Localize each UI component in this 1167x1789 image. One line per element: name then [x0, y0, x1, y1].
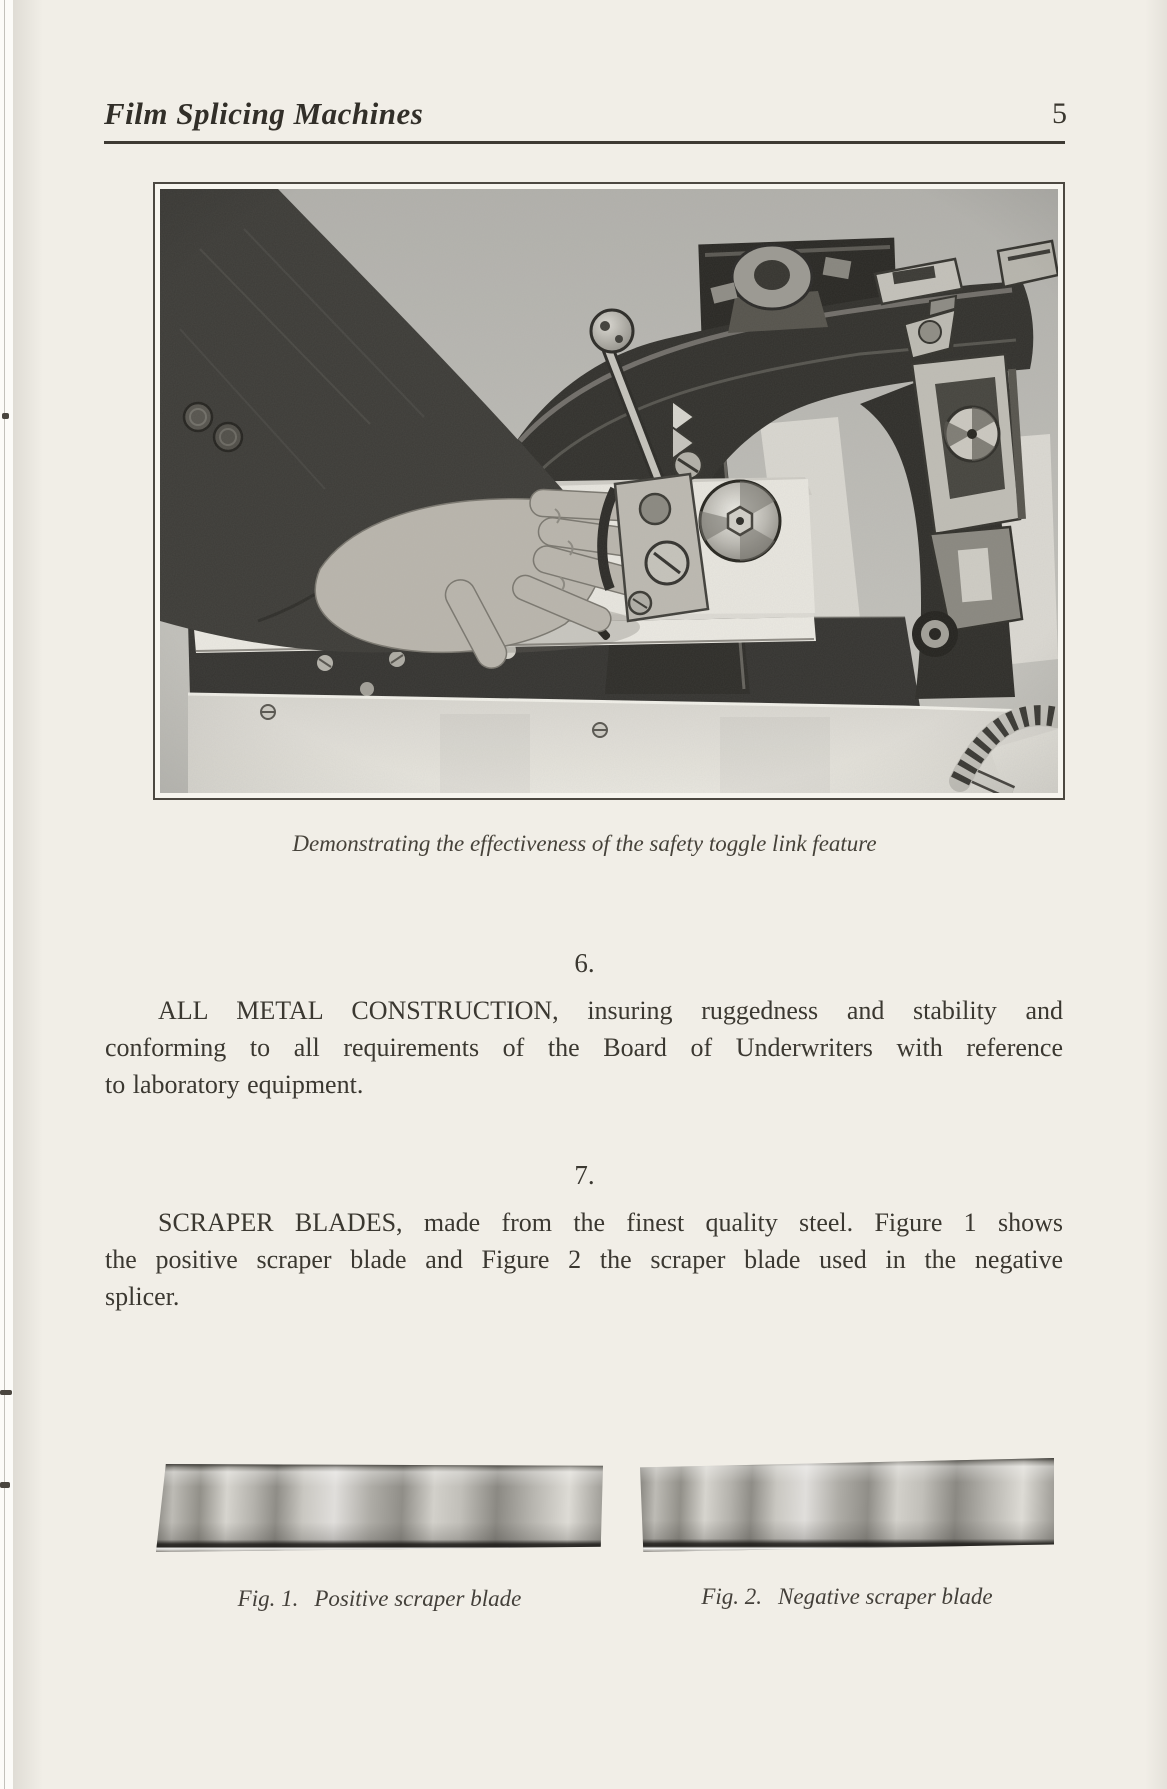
paragraph-line: conforming to all requirements of the Board of Underwriters with reference [105, 1033, 1063, 1062]
figure-1-positive-blade-image [156, 1464, 603, 1552]
scan-right-shadow [1145, 0, 1167, 1789]
photo-figure [153, 182, 1065, 800]
blade-metal-surface [640, 1458, 1054, 1552]
page-number: 5 [1052, 97, 1067, 130]
figure-caption-text: Negative scraper blade [778, 1584, 993, 1609]
section-6-paragraph [105, 992, 1063, 1103]
section-7-paragraph [105, 1204, 1063, 1315]
scan-left-edge [0, 0, 13, 1789]
paragraph-line: to laboratory equipment. [105, 1070, 364, 1099]
paragraph-line: the positive scraper blade and Figure 2 the scraper blade used in the negative [105, 1245, 1063, 1274]
splicer-photo-illustration [160, 189, 1058, 793]
figure-2-negative-blade-image [640, 1458, 1054, 1552]
paragraph-line: SCRAPER BLADES, made from the finest quality steel. Figure 1 shows [158, 1208, 1063, 1237]
figure-label: Fig. 2. [701, 1584, 763, 1609]
scan-left-shadow [13, 0, 43, 1789]
figure-label: Fig. 1. [237, 1586, 299, 1611]
section-6-number: 6. [574, 948, 595, 978]
scan-page-edge-line [4, 0, 5, 1789]
section-7-number: 7. [574, 1160, 595, 1190]
header-rule [104, 141, 1065, 144]
blade-metal-surface [156, 1464, 603, 1552]
running-header-title: Film Splicing Machines [104, 96, 424, 131]
photo-caption: Demonstrating the effectiveness of the safety toggle link feature [292, 831, 877, 856]
paragraph-line: splicer. [105, 1282, 180, 1311]
scan-artifact [2, 413, 9, 419]
paragraph-line: ALL METAL CONSTRUCTION, insuring ruggedness and stability and [158, 996, 1063, 1025]
scan-artifact [0, 1482, 10, 1488]
figure-1-caption [146, 1586, 613, 1612]
vignette [160, 189, 1058, 793]
figure-caption-text: Positive scraper blade [314, 1586, 522, 1611]
figure-2-caption [630, 1584, 1064, 1610]
scan-artifact [0, 1390, 12, 1395]
